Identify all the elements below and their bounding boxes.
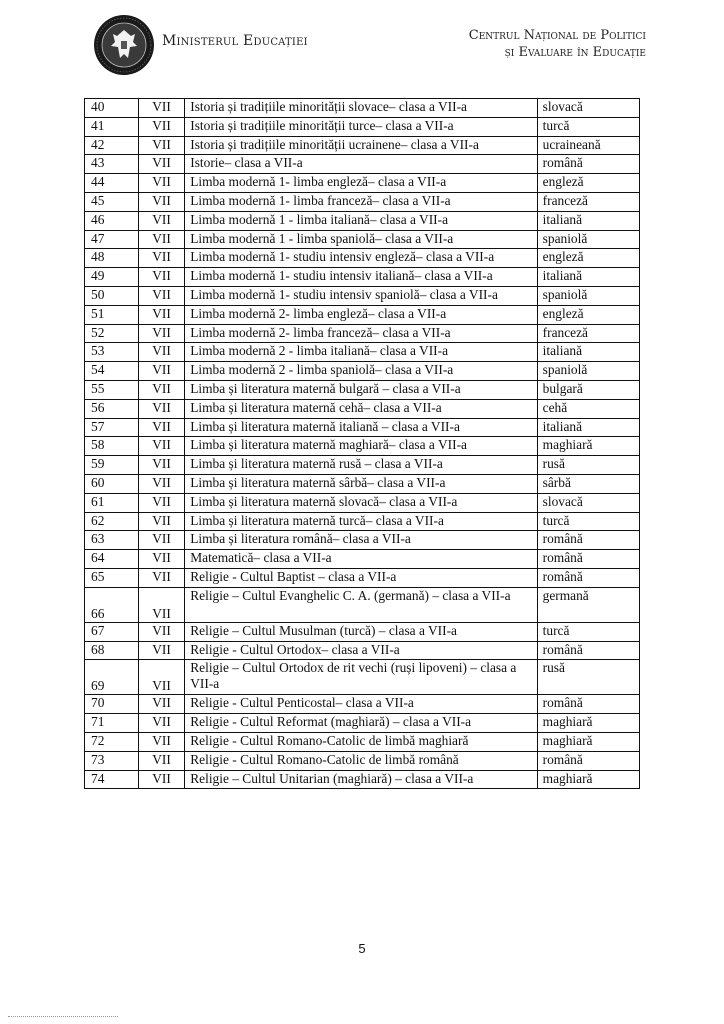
class-cell: VII <box>138 192 185 211</box>
table-row <box>85 474 640 493</box>
table-row <box>85 512 640 531</box>
language-cell: engleză <box>537 174 639 193</box>
row-number-cell: 49 <box>85 268 139 287</box>
row-number-cell: 60 <box>85 474 139 493</box>
table-row <box>85 362 640 381</box>
class-cell: VII <box>138 456 185 475</box>
language-cell: română <box>537 155 639 174</box>
row-number-cell: 70 <box>85 695 139 714</box>
class-cell: VII <box>138 174 185 193</box>
subject-cell: Limba și literatura maternă maghiară– clasa a VII-a <box>185 437 537 456</box>
subject-cell: Matematică– clasa a VII-a <box>185 550 537 569</box>
table-row <box>85 714 640 733</box>
language-cell: maghiară <box>537 714 639 733</box>
class-cell: VII <box>138 587 185 622</box>
language-cell: română <box>537 641 639 660</box>
class-cell: VII <box>138 268 185 287</box>
table-row <box>85 174 640 193</box>
class-cell: VII <box>138 770 185 789</box>
table-row <box>85 305 640 324</box>
subject-cell: Istorie– clasa a VII-a <box>185 155 537 174</box>
row-number-cell: 69 <box>85 660 139 695</box>
language-cell: italiană <box>537 211 639 230</box>
class-cell: VII <box>138 343 185 362</box>
table-row <box>85 230 640 249</box>
row-number-cell: 44 <box>85 174 139 193</box>
row-number-cell: 64 <box>85 550 139 569</box>
row-number-cell: 45 <box>85 192 139 211</box>
subject-cell: Religie - Cultul Penticostal– clasa a VII-a <box>185 695 537 714</box>
language-cell: maghiară <box>537 732 639 751</box>
center-name <box>469 27 646 61</box>
class-cell: VII <box>138 622 185 641</box>
footer-divider <box>8 1016 118 1017</box>
subject-cell: Limba modernă 2- limba engleză– clasa a VII-a <box>185 305 537 324</box>
subject-cell: Limba și literatura maternă bulgară – clasa a VII-a <box>185 380 537 399</box>
row-number-cell: 65 <box>85 568 139 587</box>
row-number-cell: 71 <box>85 714 139 733</box>
class-cell: VII <box>138 751 185 770</box>
class-cell: VII <box>138 324 185 343</box>
class-cell: VII <box>138 512 185 531</box>
row-number-cell: 42 <box>85 136 139 155</box>
language-cell: română <box>537 531 639 550</box>
subject-cell: Religie - Cultul Romano-Catolic de limbă română <box>185 751 537 770</box>
table-row <box>85 418 640 437</box>
table-row <box>85 770 640 789</box>
class-cell: VII <box>138 641 185 660</box>
table-row <box>85 324 640 343</box>
language-cell: română <box>537 568 639 587</box>
subject-cell: Religie – Cultul Musulman (turcă) – clasa a VII-a <box>185 622 537 641</box>
language-cell: maghiară <box>537 770 639 789</box>
class-cell: VII <box>138 305 185 324</box>
table-row <box>85 399 640 418</box>
language-cell: ucraineană <box>537 136 639 155</box>
row-number-cell: 47 <box>85 230 139 249</box>
language-cell: italiană <box>537 418 639 437</box>
row-number-cell: 41 <box>85 117 139 136</box>
class-cell: VII <box>138 732 185 751</box>
table-row <box>85 268 640 287</box>
class-cell: VII <box>138 399 185 418</box>
row-number-cell: 68 <box>85 641 139 660</box>
row-number-cell: 56 <box>85 399 139 418</box>
table-row <box>85 437 640 456</box>
row-number-cell: 63 <box>85 531 139 550</box>
subject-cell: Religie – Cultul Evanghelic C. A. (germană) – clasa a VII-a <box>185 587 537 622</box>
row-number-cell: 57 <box>85 418 139 437</box>
courses-table <box>84 98 640 789</box>
row-number-cell: 51 <box>85 305 139 324</box>
subject-cell: Religie - Cultul Romano-Catolic de limbă maghiară <box>185 732 537 751</box>
language-cell: italiană <box>537 268 639 287</box>
row-number-cell: 73 <box>85 751 139 770</box>
row-number-cell: 67 <box>85 622 139 641</box>
language-cell: turcă <box>537 622 639 641</box>
table-row <box>85 531 640 550</box>
subject-cell: Limba modernă 1 - limba spaniolă– clasa a VII-a <box>185 230 537 249</box>
subject-cell: Limba și literatura maternă cehă– clasa a VII-a <box>185 399 537 418</box>
row-number-cell: 66 <box>85 587 139 622</box>
ministry-seal-logo <box>93 14 155 76</box>
language-cell: franceză <box>537 192 639 211</box>
table-row <box>85 211 640 230</box>
subject-cell: Limba și literatura maternă italiană – clasa a VII-a <box>185 418 537 437</box>
subject-cell: Istoria și tradițiile minorității turce– clasa a VII-a <box>185 117 537 136</box>
subject-cell: Limba și literatura maternă slovacă– clasa a VII-a <box>185 493 537 512</box>
class-cell: VII <box>138 568 185 587</box>
subject-cell: Istoria și tradițiile minorității ucrainene– clasa a VII-a <box>185 136 537 155</box>
language-cell: română <box>537 695 639 714</box>
language-cell: turcă <box>537 512 639 531</box>
table-row <box>85 622 640 641</box>
subject-cell: Limba și literatura maternă rusă – clasa a VII-a <box>185 456 537 475</box>
table-row <box>85 550 640 569</box>
class-cell: VII <box>138 531 185 550</box>
table-row <box>85 493 640 512</box>
subject-cell: Istoria și tradițiile minorității slovace– clasa a VII-a <box>185 99 537 118</box>
language-cell: spaniolă <box>537 230 639 249</box>
language-cell: cehă <box>537 399 639 418</box>
class-cell: VII <box>138 437 185 456</box>
class-cell: VII <box>138 99 185 118</box>
table-row <box>85 587 640 622</box>
row-number-cell: 48 <box>85 249 139 268</box>
class-cell: VII <box>138 550 185 569</box>
row-number-cell: 40 <box>85 99 139 118</box>
row-number-cell: 61 <box>85 493 139 512</box>
class-cell: VII <box>138 211 185 230</box>
table-row <box>85 286 640 305</box>
center-name-line1: Centrul Național de Politici <box>468 28 646 43</box>
row-number-cell: 59 <box>85 456 139 475</box>
language-cell: franceză <box>537 324 639 343</box>
page-number: 5 <box>358 941 366 956</box>
class-cell: VII <box>138 155 185 174</box>
row-number-cell: 62 <box>85 512 139 531</box>
class-cell: VII <box>138 249 185 268</box>
row-number-cell: 53 <box>85 343 139 362</box>
subject-cell: Limba modernă 2- limba franceză– clasa a VII-a <box>185 324 537 343</box>
row-number-cell: 50 <box>85 286 139 305</box>
table-row <box>85 249 640 268</box>
row-number-cell: 52 <box>85 324 139 343</box>
language-cell: engleză <box>537 305 639 324</box>
class-cell: VII <box>138 474 185 493</box>
ministry-name: Ministerul Educației <box>162 33 308 49</box>
language-cell: spaniolă <box>537 362 639 381</box>
table-row <box>85 456 640 475</box>
subject-cell: Religie - Cultul Baptist – clasa a VII-a <box>185 568 537 587</box>
row-number-cell: 74 <box>85 770 139 789</box>
language-cell: italiană <box>537 343 639 362</box>
table-row <box>85 155 640 174</box>
language-cell: maghiară <box>537 437 639 456</box>
subject-cell: Limba modernă 2 - limba italiană– clasa a VII-a <box>185 343 537 362</box>
subject-cell: Religie - Cultul Ortodox– clasa a VII-a <box>185 641 537 660</box>
subject-cell: Limba modernă 1- studiu intensiv engleză– clasa a VII-a <box>185 249 537 268</box>
table-row <box>85 192 640 211</box>
table-row <box>85 641 640 660</box>
class-cell: VII <box>138 660 185 695</box>
subject-cell: Religie – Cultul Unitarian (maghiară) – clasa a VII-a <box>185 770 537 789</box>
language-cell: rusă <box>537 660 639 695</box>
class-cell: VII <box>138 136 185 155</box>
row-number-cell: 46 <box>85 211 139 230</box>
subject-cell: Limba modernă 2 - limba spaniolă– clasa a VII-a <box>185 362 537 381</box>
table-row <box>85 99 640 118</box>
subject-cell: Limba modernă 1- studiu intensiv spaniolă– clasa a VII-a <box>185 286 537 305</box>
table-row <box>85 695 640 714</box>
subject-cell: Limba modernă 1 - limba italiană– clasa a VII-a <box>185 211 537 230</box>
row-number-cell: 54 <box>85 362 139 381</box>
row-number-cell: 58 <box>85 437 139 456</box>
row-number-cell: 72 <box>85 732 139 751</box>
language-cell: engleză <box>537 249 639 268</box>
language-cell: turcă <box>537 117 639 136</box>
table-row <box>85 343 640 362</box>
class-cell: VII <box>138 230 185 249</box>
subject-cell: Limba și literatura maternă sârbă– clasa a VII-a <box>185 474 537 493</box>
table-row <box>85 568 640 587</box>
language-cell: rusă <box>537 456 639 475</box>
language-cell: sârbă <box>537 474 639 493</box>
language-cell: slovacă <box>537 493 639 512</box>
table-row <box>85 380 640 399</box>
page-header <box>0 0 724 90</box>
class-cell: VII <box>138 380 185 399</box>
language-cell: spaniolă <box>537 286 639 305</box>
table-row <box>85 136 640 155</box>
class-cell: VII <box>138 117 185 136</box>
table-row <box>85 732 640 751</box>
language-cell: română <box>537 550 639 569</box>
language-cell: bulgară <box>537 380 639 399</box>
subject-cell: Religie - Cultul Reformat (maghiară) – clasa a VII-a <box>185 714 537 733</box>
class-cell: VII <box>138 695 185 714</box>
class-cell: VII <box>138 714 185 733</box>
subject-cell: Limba modernă 1- studiu intensiv italiană– clasa a VII-a <box>185 268 537 287</box>
language-cell: germană <box>537 587 639 622</box>
subject-cell: Limba și literatura maternă turcă– clasa a VII-a <box>185 512 537 531</box>
class-cell: VII <box>138 362 185 381</box>
language-cell: română <box>537 751 639 770</box>
row-number-cell: 43 <box>85 155 139 174</box>
class-cell: VII <box>138 286 185 305</box>
table-row <box>85 117 640 136</box>
class-cell: VII <box>138 493 185 512</box>
table-row <box>85 751 640 770</box>
row-number-cell: 55 <box>85 380 139 399</box>
table-row <box>85 660 640 695</box>
subject-cell: Limba și literatura română– clasa a VII-a <box>185 531 537 550</box>
subject-cell: Limba modernă 1- limba franceză– clasa a VII-a <box>185 192 537 211</box>
subject-cell: Religie – Cultul Ortodox de rit vechi (ruși lipoveni) – clasa a VII-a <box>185 660 537 695</box>
center-name-line2: și Evaluare în Educație <box>504 45 646 60</box>
class-cell: VII <box>138 418 185 437</box>
subject-cell: Limba modernă 1- limba engleză– clasa a VII-a <box>185 174 537 193</box>
language-cell: slovacă <box>537 99 639 118</box>
